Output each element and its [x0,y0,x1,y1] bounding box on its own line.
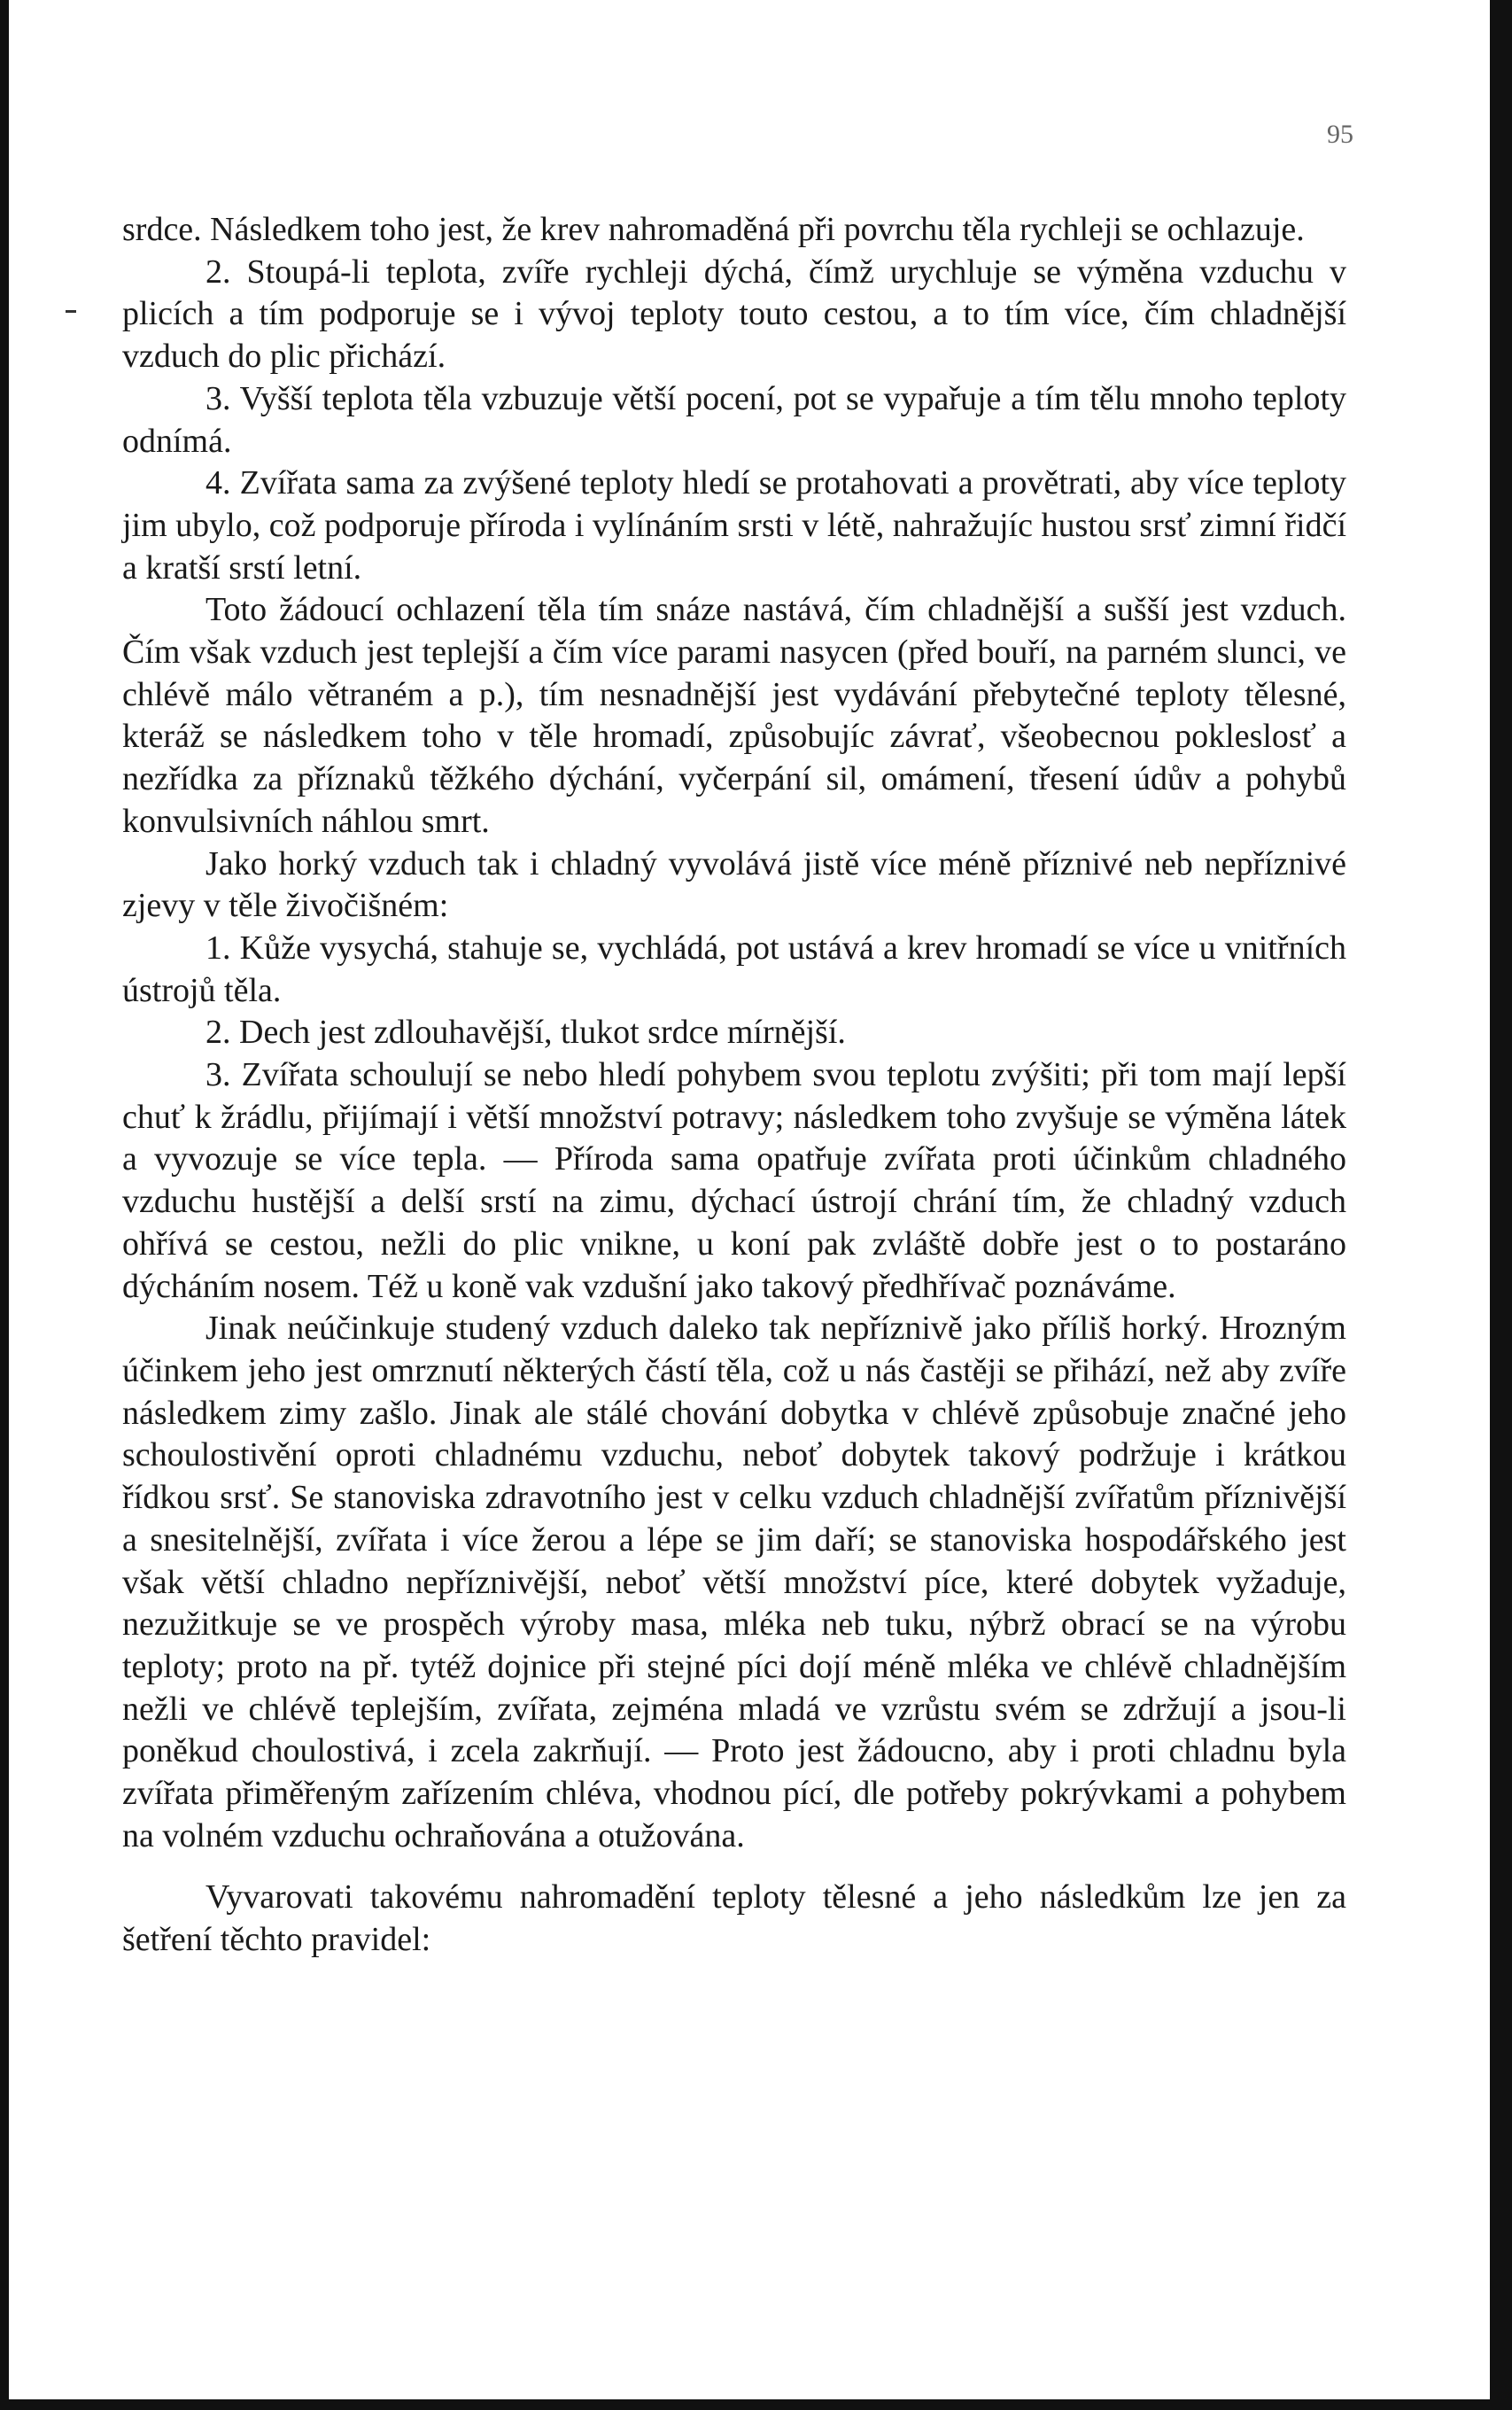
scan-border-left [0,0,9,2410]
page-number: 95 [1327,120,1353,149]
paragraph-point-3: 3. Vyšší teplota těla vzbuzuje větší pocení, pot se vypařuje a tím tělu mnoho teploty odnímá. [122,379,1346,460]
body-text [122,209,1346,1962]
paragraph-point-2: 2. Stoupá-li teplota, zvíře rychleji dýchá, čímž urychluje se výměna vzduchu v plicích a tím podporuje se i vývoj teploty touto cestou, a to tím více, čím chladnější vzduch do plic přichází. [122,253,1346,376]
paragraph-point-4: 4. Zvířata sama za zvýšené teploty hledí se protahovati a provětrati, aby více teploty jim ubylo, což podporuje příroda i vylínáním srsti v létě, nahražujíc hustou srsť zimní řidčí a kratší srstí letní. [122,464,1346,587]
paragraph-continuation: srdce. Následkem toho jest, že krev nahromaděná při povrchu těla rychleji se ochlazuje. [122,211,1305,248]
paragraph-rules-intro: Vyvarovati takovému nahromadění teploty tělesné a jeho následkům lze jen za šetření těchto pravidel: [122,1878,1346,1959]
paragraph-cold-2: 2. Dech jest zdlouhavější, tlukot srdce mírnější. [205,1014,846,1052]
scan-border-right [1490,0,1512,2410]
paragraph-cold-3: 3. Zvířata schoulují se nebo hledí pohybem svou teplotu zvýšiti; při tom mají lepší chuť k žrádlu, přijímají i větší množství potravy; následkem toho zvyšuje se výměna látek a vyvozuje se více tepla. — Příroda sama opatřuje zvířata proti účinkům chladného vzduchu hustější a delší srstí na zimu, dýchací ústrojí chrání tím, že chladný vzduch ohřívá se cestou, nežli do plic vnikne, u koní pak zvláště dobře jest o to postaráno dýcháním nosem. Též u koně vak vzdušní jako takový předhřívač poznáváme. [122,1056,1346,1305]
paragraph-cold-1: 1. Kůže vysychá, stahuje se, vychládá, pot ustává a krev hromadí se více u vnitřních ústrojů těla. [122,929,1346,1009]
paragraph-cold-intro: Jako horký vzduch tak i chladný vyvolává jistě více méně příznivé neb nepříznivé zjevy v těle živočišném: [122,844,1346,925]
scan-border-bottom [0,2399,1512,2410]
paragraph-cooling: Toto žádoucí ochlazení těla tím snáze nastává, čím chladnější a sušší jest vzduch. Čím však vzduch jest teplejší a čím více parami nasycen (před bouří, na parném slunci, ve chlévě málo větraném a p.), tím nesnadnější jest vydávání přebytečné teploty tělesné, kteráž se následkem toho v těle hromadí, způsobujíc závrať, všeobecnou pokleslosť a nezřídka za příznaků těžkého dýchání, vyčerpání sil, omámení, třesení údův a pohybů konvulsivních náhlou smrt. [122,591,1346,840]
paragraph-cold-effects: Jinak neúčinkuje studený vzduch daleko tak nepříznivě jako příliš horký. Hrozným účinkem jeho jest omrznutí některých částí těla, což u nás častěji se přihází, než aby zvíře následkem zimy zašlo. Jinak ale stálé chování dobytka v chlévě způsobuje značné jeho schoulostivění oproti chladnému vzduchu, neboť dobytek takový podržuje i krátkou řídkou srsť. Se stanoviska zdravotního jest v celku vzduch chladnější zvířatům příznivější a snesitelnější, zvířata i více žerou a lépe se jim daří; se stanoviska hospodářského jest však větší chladno nepříznivější, neboť větší množství píce, které dobytek vyžaduje, nezužitkuje se ve prospěch výroby masa, mléka neb tuku, nýbrž obrací se na výrobu teploty; proto na př. tytéž dojnice při stejné píci dojí méně mléka ve chlévě chladnějším nežli ve chlévě teplejším, zvířata, zejména mladá ve vzrůstu svém se zdržují a jsou-li poněkud choulostivá, i zcela zakrňují. — Proto jest žádoucno, aby i proti chladnu byla zvířata přiměřeným zařízením chléva, vhodnou pící, dle potřeby pokrývkami a pohybem na volném vzduchu ochraňována a otužována. [122,1310,1346,1854]
margin-mark [66,310,76,313]
